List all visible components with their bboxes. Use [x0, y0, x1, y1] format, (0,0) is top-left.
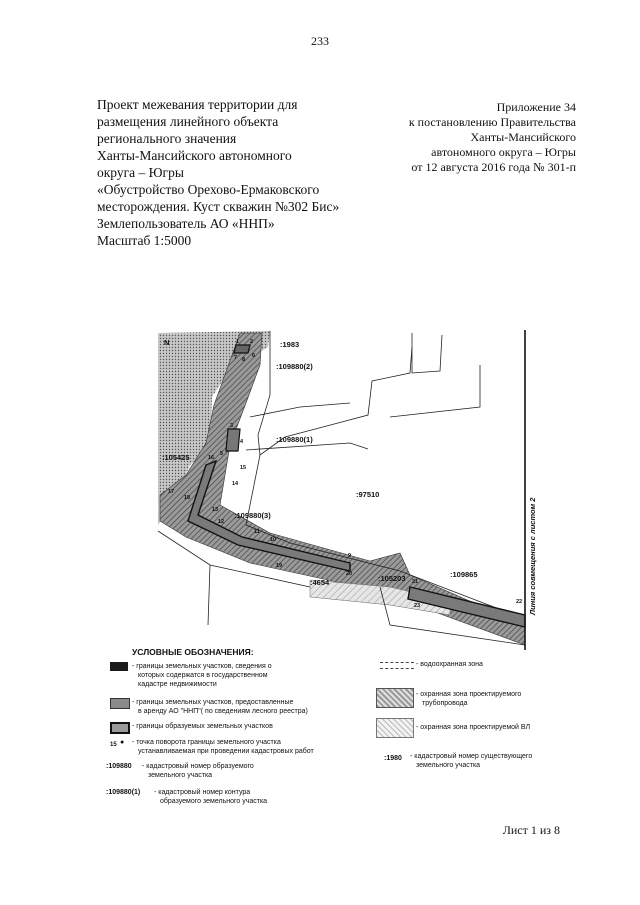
formed-land-plot-contour: [226, 429, 240, 451]
cadastral-label: :4654: [310, 578, 330, 587]
turning-point-dot-icon: ●: [120, 739, 125, 746]
turning-point-number: 16: [208, 455, 215, 461]
legend-text: в аренду АО "ННП"( по сведениям лесного реестра): [138, 708, 308, 715]
legend-swatch-black: [110, 662, 128, 671]
legend-text: устанавливаемая при проведении кадастровых работ: [138, 748, 314, 755]
turning-point-number: 19: [276, 563, 283, 569]
appendix-block: [409, 100, 576, 175]
cadastral-map: [150, 325, 540, 655]
formed-land-plot-contour: [234, 345, 250, 353]
turning-point-number: 8: [242, 357, 246, 363]
turning-point-number: 9: [348, 553, 352, 559]
cadastral-label: :105203: [378, 574, 406, 583]
legend-text: трубопровода: [422, 700, 468, 707]
legend-text: - водоохранная зона: [416, 661, 483, 668]
turning-point-number: 18: [184, 495, 191, 501]
turning-point-number: 23: [414, 603, 421, 609]
legend-code: :1980: [384, 755, 402, 762]
combination-line-label: Линия совмещения с листом 2: [528, 497, 537, 615]
title-line: Землепользователь АО «ННП»: [97, 216, 275, 231]
turning-point-number: 17: [168, 489, 175, 495]
page-number: 233: [311, 34, 329, 48]
boundary-line: [390, 365, 480, 417]
title-block: [97, 96, 387, 249]
turning-point-number: 11: [254, 529, 260, 535]
turning-point-number: 14: [232, 481, 239, 487]
legend-swatch-outlined: [110, 722, 130, 734]
legend-code: :109880(1): [106, 789, 141, 796]
boundary-line: [250, 403, 350, 417]
turning-point-number: 22: [516, 599, 523, 605]
turning-point-number: 12: [218, 519, 225, 525]
turning-point-number: 4: [240, 439, 244, 445]
appendix-line: к постановлению Правительства: [408, 115, 576, 129]
legend-text: которых содержатся в государственном: [138, 672, 268, 679]
appendix-line: от 12 августа 2016 года № 301-п: [411, 160, 576, 174]
legend-swatch-gray: [110, 698, 130, 709]
legend-text: - кадастровый номер контура: [154, 789, 251, 796]
turning-point-number: 21: [412, 579, 419, 585]
title-line: месторождения. Куст скважин №302 Бис»: [97, 199, 340, 214]
cadastral-label: :109880(3): [234, 511, 271, 520]
title-line: Проект межевания территории для: [97, 97, 298, 112]
legend-text: земельного участка: [148, 772, 213, 779]
legend-swatch-dashed: [380, 662, 414, 669]
boundary-line: [412, 333, 442, 373]
title-line: Ханты-Мансийского автономного: [97, 148, 292, 163]
legend-title: УСЛОВНЫЕ ОБОЗНАЧЕНИЯ:: [132, 647, 254, 657]
legend-text: - кадастровый номер образуемого: [142, 763, 254, 770]
legend-marker-number: 15: [110, 742, 117, 748]
cadastral-label: :105425: [162, 453, 190, 462]
cadastral-label: :109865: [450, 570, 478, 579]
legend-text: - границы земельных участков, сведения о: [132, 663, 272, 670]
boundary-line: [246, 443, 368, 450]
legend-text: - охранная зона проектируемой ВЛ: [416, 724, 531, 731]
legend-text: - границы образуемых земельных участков: [132, 723, 273, 730]
appendix-line: Ханты-Мансийского: [470, 130, 576, 144]
legend-code: :109880: [106, 763, 132, 770]
legend-text: земельного участка: [416, 762, 481, 769]
legend-text: кадастре недвижимости: [138, 681, 217, 688]
turning-point-number: 3: [230, 423, 234, 429]
turning-point-number: 2: [250, 339, 254, 345]
cadastral-label: :109880(2): [276, 362, 313, 371]
turning-point-number: 7: [234, 355, 238, 361]
boundary-line: [208, 565, 210, 625]
legend-text: - точка поворота границы земельного участка: [132, 739, 281, 746]
legend-text: образуемого земельного участка: [160, 798, 268, 805]
turning-point-number: 5: [220, 451, 224, 457]
title-line: округа – Югры: [97, 165, 184, 180]
north-arrow-label: N: [164, 338, 170, 347]
legend-text: - охранная зона проектируемого: [416, 691, 522, 698]
legend-text: - границы земельных участков, предоставленные: [132, 699, 294, 706]
legend-swatch-hatch: [376, 688, 414, 708]
legend-text: - кадастровый номер существующего: [410, 753, 533, 760]
title-line: Масштаб 1:5000: [97, 233, 192, 248]
sheet-number: Лист 1 из 8: [502, 823, 560, 837]
appendix-line: автономного округа – Югры: [431, 145, 576, 159]
cadastral-label: :97510: [356, 490, 380, 499]
turning-point-number: 15: [240, 465, 247, 471]
turning-point-number: 13: [212, 507, 219, 513]
turning-point-number: 1: [236, 339, 240, 345]
turning-point-number: 20: [346, 571, 353, 577]
title-line: регионального значения: [97, 131, 237, 146]
turning-point-number: 10: [270, 537, 277, 543]
legend-swatch-light-hatch: [376, 718, 414, 738]
title-line: размещения линейного объекта: [97, 114, 279, 129]
turning-point-number: 6: [252, 353, 256, 359]
appendix-line: Приложение 34: [496, 100, 576, 114]
title-line: «Обустройство Орехово-Ермаковского: [97, 182, 320, 197]
cadastral-label: :1983: [280, 340, 300, 349]
cadastral-label: :109880(1): [276, 435, 313, 444]
